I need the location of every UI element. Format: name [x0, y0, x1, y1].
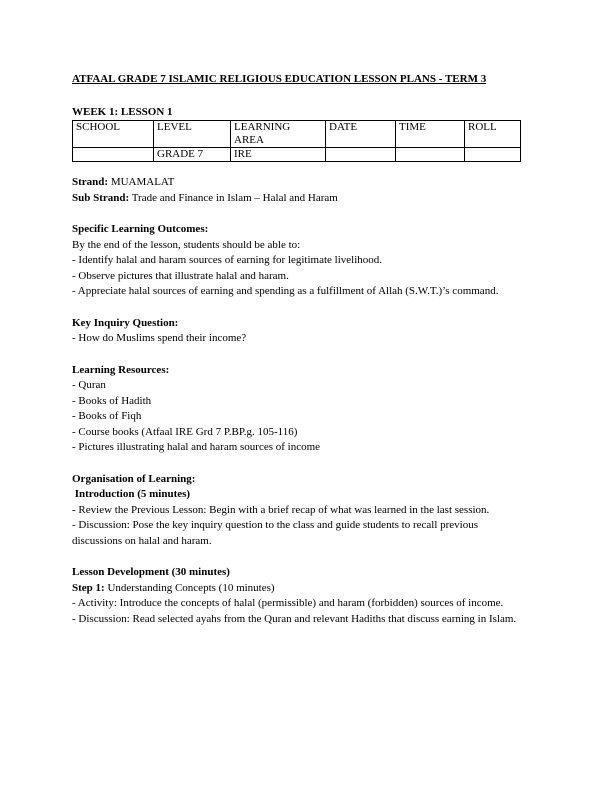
list-item: - Books of Hadith [72, 394, 152, 407]
substrand-label: Sub Strand: [72, 191, 130, 204]
step-value: Understanding Concepts (10 minutes) [104, 581, 275, 594]
development-heading: Lesson Development (30 minutes) [72, 566, 230, 578]
step-line [72, 581, 530, 597]
table-header-row [73, 121, 521, 148]
list-item: - Appreciate halal sources of earning and spending as a fulfillment of Allah (S.W.T.)’s command. [72, 285, 499, 297]
development-section [72, 565, 530, 627]
strand-label: Strand: [72, 176, 109, 188]
lesson-info-table [72, 120, 521, 162]
list-item: - Review the Previous Lesson: Begin with a brief recap of what was learned in the last session. [72, 503, 490, 516]
inquiry-section [72, 316, 530, 347]
table-cell [326, 148, 396, 162]
table-cell [465, 148, 521, 162]
table-cell: GRADE 7 [154, 148, 231, 162]
table-row [73, 148, 521, 162]
table-cell: IRE [231, 148, 326, 162]
table-cell [73, 148, 154, 162]
table-header-cell: SCHOOL [73, 121, 154, 148]
lesson-plan-page [72, 72, 530, 627]
list-item: - Identify halal and haram sources of earning for legitimate livelihood. [72, 254, 383, 266]
list-item: - Course books (Atfaal IRE Grd 7 P.BP.g. 105-116) [72, 425, 298, 438]
week-heading: WEEK 1: LESSON 1 [72, 105, 173, 118]
introduction-heading: Introduction (5 minutes) [72, 488, 191, 500]
list-item: - Quran [72, 379, 106, 391]
table-header-cell: LEARNING AREA [231, 121, 326, 148]
strand-line [72, 175, 530, 191]
list-item: - Pictures illustrating halal and haram sources of income [72, 441, 321, 453]
table-header-cell: ROLL [465, 121, 521, 148]
list-item: - How do Muslims spend their income? [72, 332, 247, 344]
document-title: ATFAAL GRADE 7 ISLAMIC RELIGIOUS EDUCATION LESSON PLANS - TERM 3 [72, 73, 487, 85]
inquiry-heading: Key Inquiry Question: [72, 316, 179, 329]
list-item: - Activity: Introduce the concepts of halal (permissible) and haram (forbidden) sources of income. [72, 597, 504, 609]
resources-heading: Learning Resources: [72, 363, 170, 376]
organisation-section [72, 472, 530, 550]
list-item: - Observe pictures that illustrate halal and haram. [72, 269, 289, 282]
table-header-cell: DATE [326, 121, 396, 148]
table-cell [396, 148, 465, 162]
outcomes-heading: Specific Learning Outcomes: [72, 223, 209, 235]
organisation-heading: Organisation of Learning: [72, 472, 196, 485]
step-label: Step 1: [72, 581, 105, 594]
strand-section [72, 175, 530, 206]
list-item: - Discussion: Pose the key inquiry question to the class and guide students to recall previous discussions on halal and haram. [72, 519, 479, 547]
outcomes-section [72, 222, 530, 300]
outcomes-intro: By the end of the lesson, students should be able to: [72, 238, 301, 251]
list-item: - Discussion: Read selected ayahs from the Quran and relevant Hadiths that discuss earning in Islam. [72, 612, 517, 625]
list-item: - Books of Fiqh [72, 410, 142, 422]
table-header-cell: LEVEL [154, 121, 231, 148]
strand-value: MUAMALAT [108, 176, 175, 188]
resources-section [72, 363, 530, 456]
substrand-value: Trade and Finance in Islam – Halal and Haram [129, 191, 338, 204]
table-header-cell: TIME [396, 121, 465, 148]
substrand-line [72, 191, 530, 207]
